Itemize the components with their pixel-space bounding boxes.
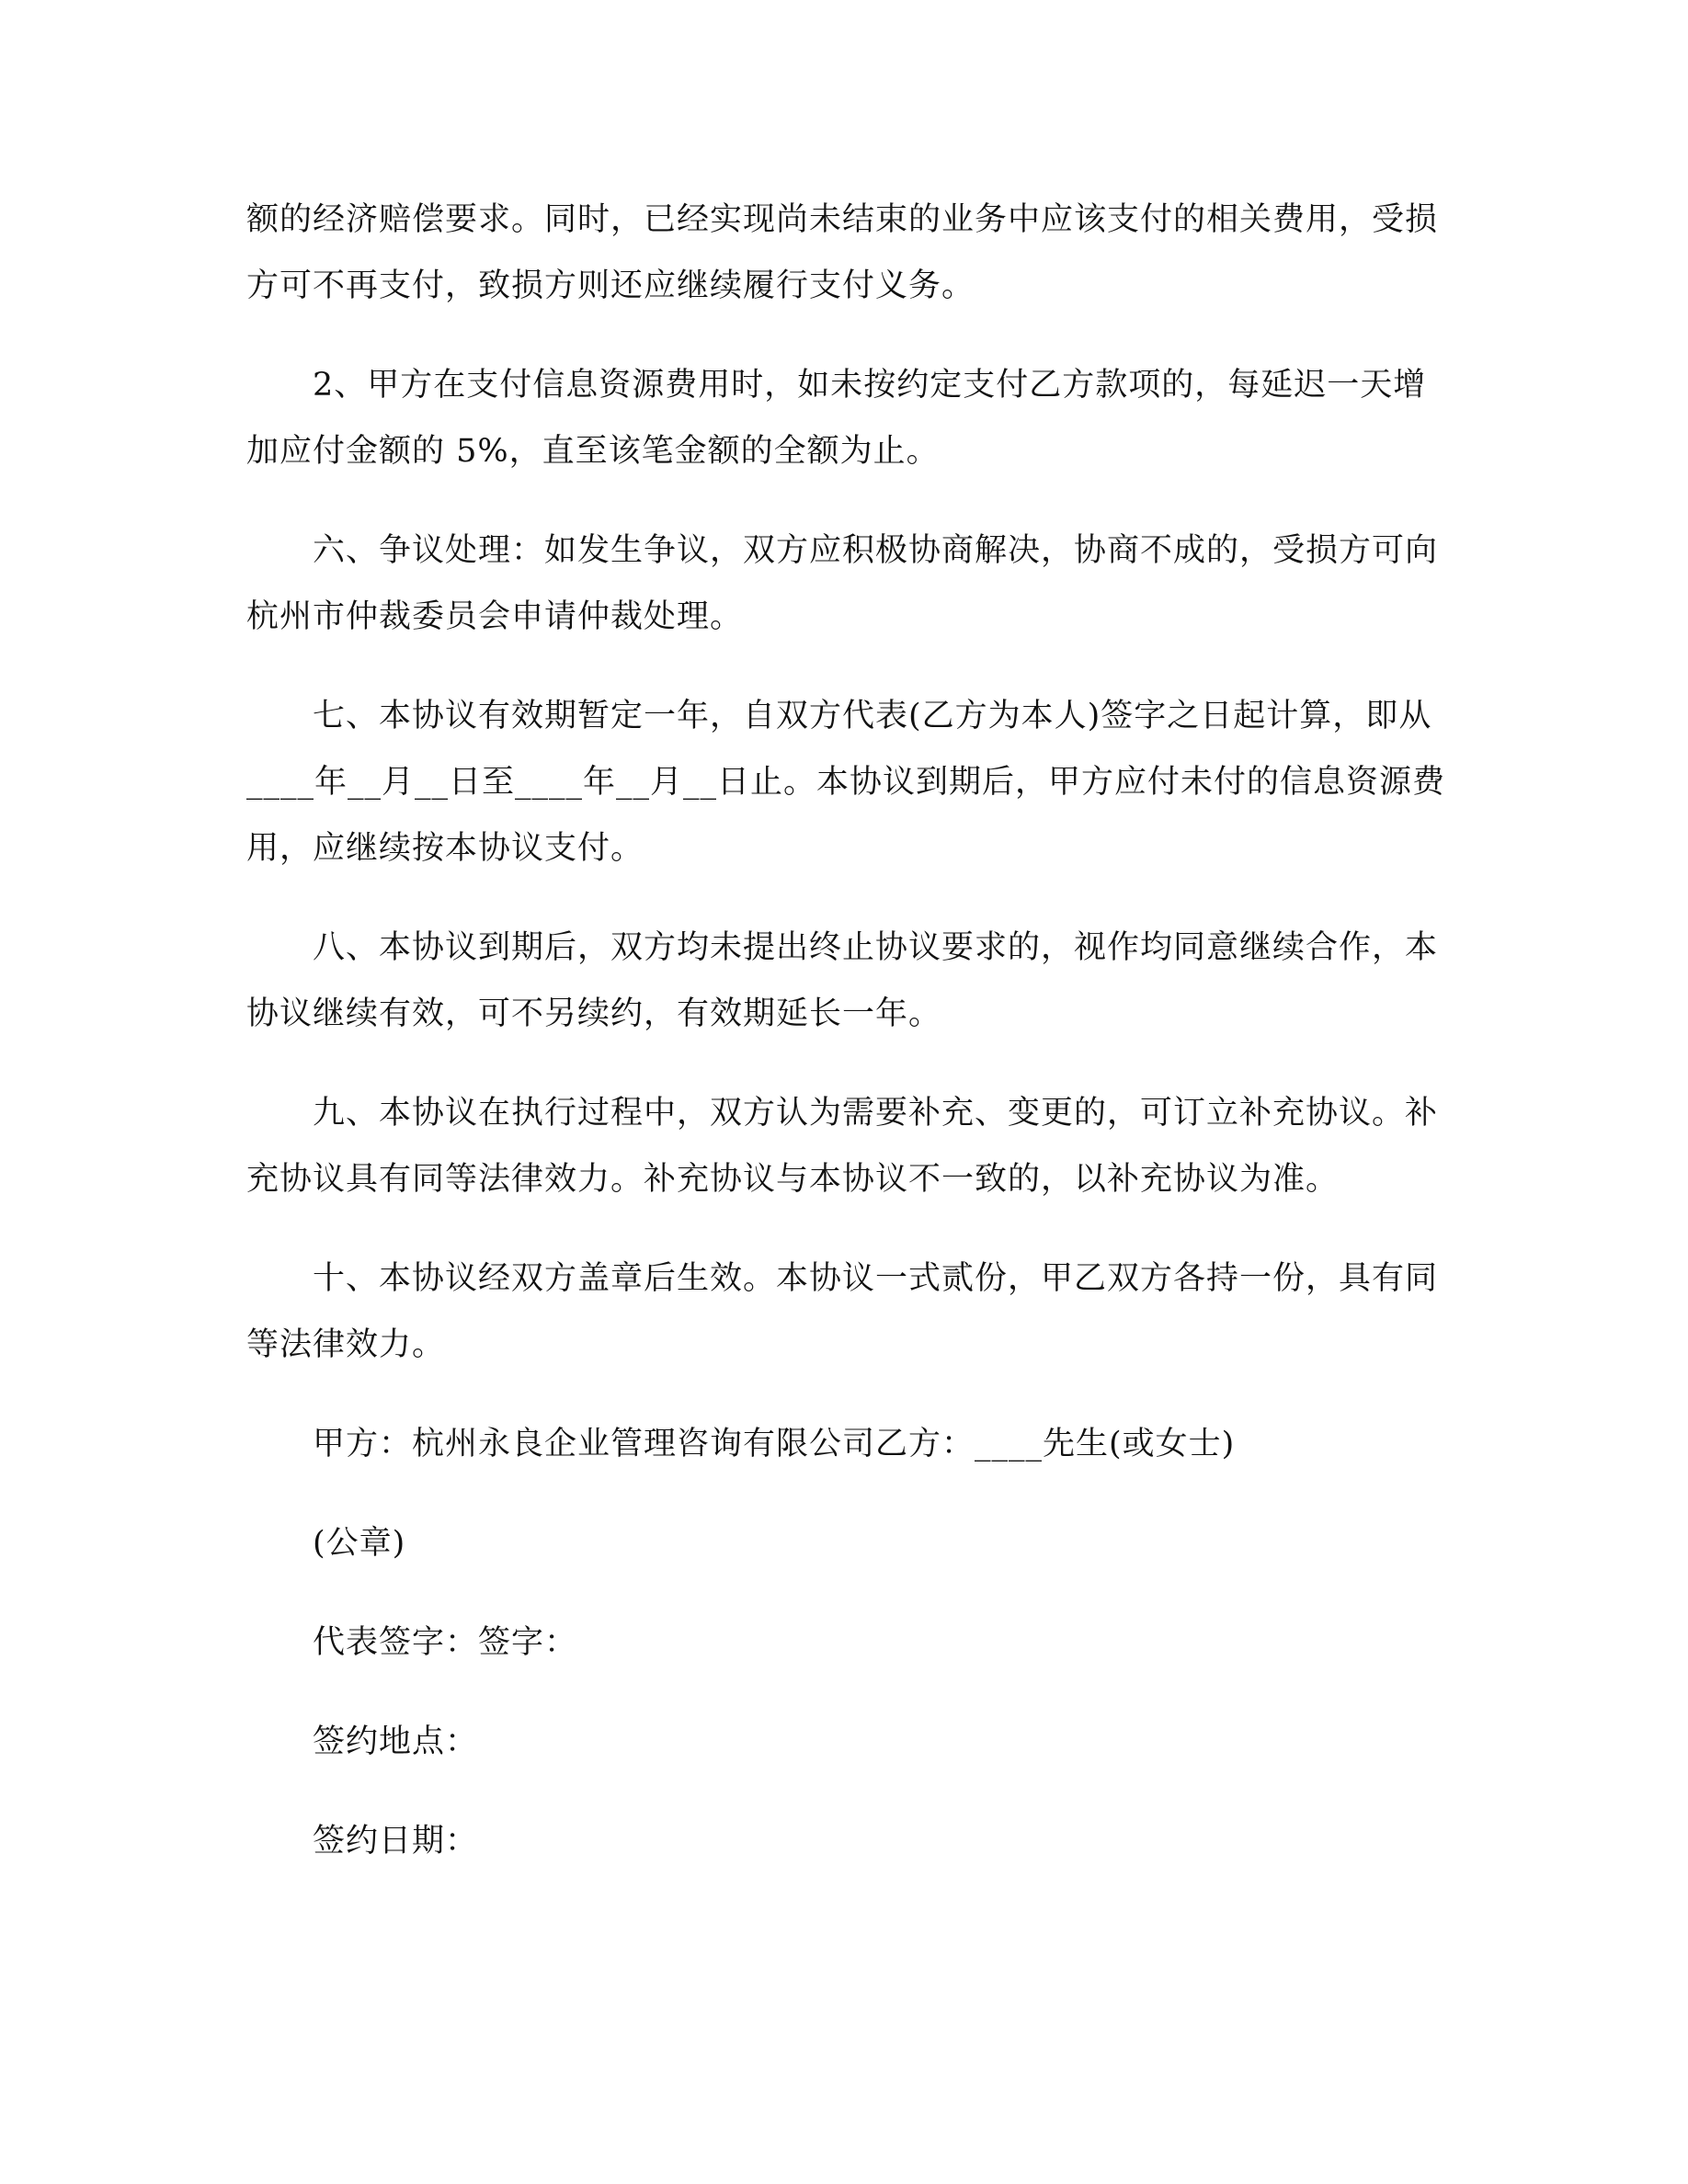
- paragraph-auto-renewal: [246, 915, 1442, 1047]
- paragraph-line: 2、甲方在支付信息资源费用时，如未按约定支付乙方款项的，每延迟一天增: [313, 367, 1427, 404]
- paragraph-effectiveness: [246, 1246, 1442, 1378]
- paragraph-validity-period: [246, 683, 1446, 882]
- paragraph-line: 等法律效力。: [246, 1326, 446, 1363]
- paragraph-line: 额的经济赔偿要求。同时，已经实现尚未结束的业务中应该支付的相关费用，受损: [246, 201, 1439, 238]
- company-seal-line: [246, 1510, 1442, 1576]
- paragraph-line: 方可不再支付，致损方则还应继续履行支付义务。: [246, 267, 975, 304]
- paragraph-line: 加应付金额的 5%，直至该笔金额的全额为止。: [246, 433, 940, 470]
- signature-parties-line: [246, 1411, 1442, 1477]
- paragraph-line: ____年__月__日至____年__月__日止。本协议到期后，甲方应付未付的信息资源费: [246, 764, 1446, 801]
- paragraph-line: 签约日期：: [313, 1823, 479, 1860]
- signing-date-line: [246, 1808, 1442, 1874]
- paragraph-line: 八、本协议到期后，双方均未提出终止协议要求的，视作均同意继续合作，本: [313, 929, 1439, 966]
- representative-signature-line: [246, 1610, 1442, 1676]
- signing-place-line: [246, 1709, 1442, 1775]
- paragraph-line: 代表签字：签字：: [313, 1624, 578, 1661]
- paragraph-line: 九、本协议在执行过程中，双方认为需要补充、变更的，可订立补充协议。补: [313, 1095, 1439, 1132]
- paragraph-line: 签约地点：: [313, 1723, 479, 1760]
- paragraph-line: 甲方：杭州永良企业管理咨询有限公司乙方：____先生(或女士): [313, 1426, 1236, 1462]
- paragraph-line: 用，应继续按本协议支付。: [246, 830, 644, 867]
- paragraph-line: 充协议具有同等法律效力。补充协议与本协议不一致的，以补充协议为准。: [246, 1161, 1340, 1198]
- paragraph-line: 六、争议处理：如发生争议，双方应积极协商解决，协商不成的，受损方可向: [313, 532, 1439, 569]
- paragraph-late-payment: [246, 352, 1442, 484]
- paragraph-compensation-continued: [246, 187, 1442, 319]
- paragraph-supplementary-agreement: [246, 1080, 1442, 1212]
- paragraph-line: 十、本协议经双方盖章后生效。本协议一式贰份，甲乙双方各持一份，具有同: [313, 1260, 1439, 1297]
- paragraph-dispute-resolution: [246, 518, 1442, 650]
- paragraph-line: 七、本协议有效期暂定一年，自双方代表(乙方为本人)签字之日起计算，即从: [313, 698, 1432, 734]
- paragraph-line: 杭州市仲裁委员会申请仲裁处理。: [246, 598, 744, 635]
- paragraph-line: (公章): [313, 1525, 406, 1562]
- paragraph-line: 协议继续有效，可不另续约，有效期延长一年。: [246, 995, 942, 1032]
